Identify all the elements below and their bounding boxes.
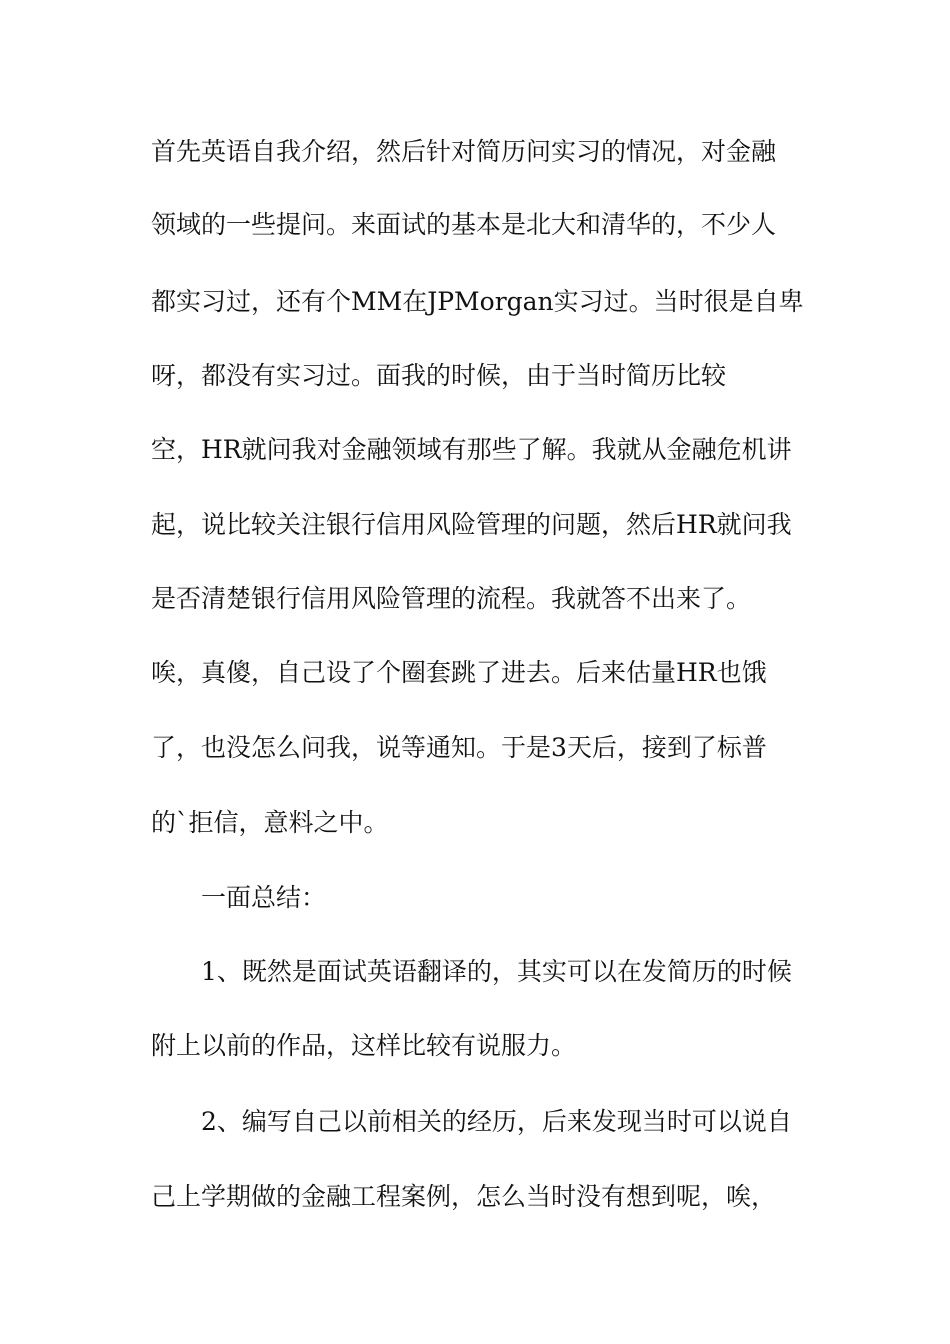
- text-line-6: 起，说比较关注银行信用风险管理的问题，然后HR就问我: [151, 510, 792, 539]
- text-line-4: 呀，都没有实习过。面我的时候，由于当时简历比较: [151, 361, 727, 390]
- text-line-12: 1、既然是面试英语翻译的，其实可以在发简历的时候: [201, 957, 792, 986]
- text-line-1: 首先英语自我介绍，然后针对简历问实习的情况，对金融: [151, 137, 777, 166]
- text-line-3: 都实习过，还有个MM在JPMorgan实习过。当时很是自卑: [151, 287, 804, 316]
- section-heading: 一面总结：: [201, 883, 327, 912]
- text-line-9: 了，也没怎么问我，说等通知。于是3天后，接到了标普: [151, 733, 767, 762]
- text-line-8: 唉，真傻，自己设了个圈套跳了进去。后来估量HR也饿: [151, 658, 767, 687]
- text-line-15: 己上学期做的金融工程案例，怎么当时没有想到呢，唉，: [151, 1182, 777, 1211]
- text-line-2: 领域的一些提问。来面试的基本是北大和清华的，不少人: [151, 210, 777, 239]
- text-line-14: 2、编写自己以前相关的经历，后来发现当时可以说自: [201, 1107, 792, 1136]
- text-line-10: 的`拒信，意料之中。: [151, 808, 389, 837]
- text-line-7: 是否清楚银行信用风险管理的流程。我就答不出来了。: [151, 584, 752, 613]
- text-line-5: 空，HR就问我对金融领域有那些了解。我就从金融危机讲: [151, 435, 792, 464]
- text-line-13: 附上以前的作品，这样比较有说服力。: [151, 1031, 577, 1060]
